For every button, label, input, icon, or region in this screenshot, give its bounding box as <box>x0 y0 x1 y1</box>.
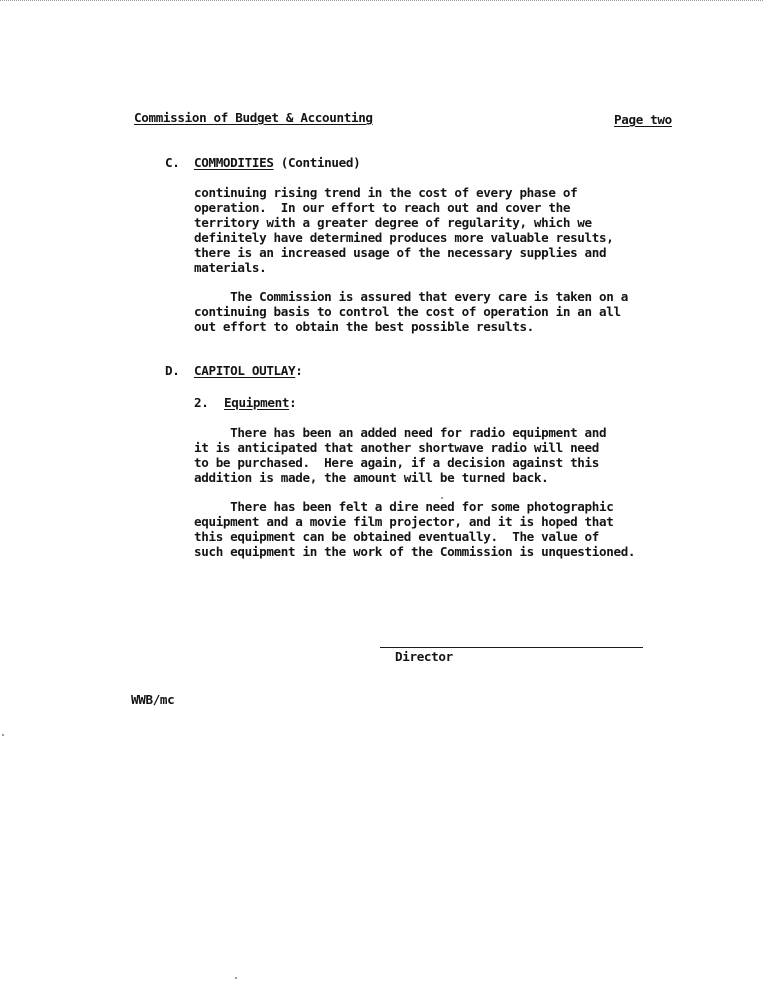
text-line: out effort to obtain the best possible results. <box>194 319 534 334</box>
scan-speck <box>441 497 443 499</box>
section-d-label: D. <box>165 363 180 378</box>
text-line: this equipment can be obtained eventually. The value of <box>194 529 599 544</box>
text-line: continuing basis to control the cost of operation in an all <box>194 304 621 319</box>
text-line: There has been an added need for radio equipment and <box>194 425 607 440</box>
section-c-heading <box>194 155 360 170</box>
equipment-heading <box>224 395 296 410</box>
signature-title: Director <box>395 649 453 664</box>
scan-speck <box>235 977 237 979</box>
text-line: continuing rising trend in the cost of every phase of <box>194 185 578 200</box>
equipment-title: Equipment <box>224 395 290 410</box>
section-c-title-suffix: (Continued) <box>273 155 361 170</box>
header-left: Commission of Budget & Accounting <box>134 110 373 125</box>
header-page-number: Page two <box>614 112 672 127</box>
equipment-paragraph-1 <box>194 425 606 485</box>
text-line: operation. In our effort to reach out and cover the <box>194 200 571 215</box>
section-d-title-suffix: : <box>295 363 303 378</box>
text-line: There has been felt a dire need for some photographic <box>194 499 614 514</box>
signature-line <box>380 647 643 648</box>
section-c-paragraph-2 <box>194 289 628 334</box>
section-c-paragraph-1 <box>194 185 613 275</box>
scan-speck <box>2 734 4 736</box>
text-line: definitely have determined produces more valuable results, <box>194 230 614 245</box>
text-line: addition is made, the amount will be turned back. <box>194 470 549 485</box>
text-line: materials. <box>194 260 267 275</box>
section-c-label: C. <box>165 155 180 170</box>
equipment-title-suffix: : <box>289 395 297 410</box>
text-line: territory with a greater degree of regularity, which we <box>194 215 592 230</box>
equipment-item-number: 2. <box>194 395 209 410</box>
text-line: such equipment in the work of the Commission is unquestioned. <box>194 544 636 559</box>
typist-initials: WWB/mc <box>131 692 175 707</box>
section-d-title: CAPITOL OUTLAY <box>194 363 296 378</box>
text-line: The Commission is assured that every care is taken on a <box>194 289 628 304</box>
section-d-heading <box>194 363 302 378</box>
text-line: there is an increased usage of the necessary supplies and <box>194 245 607 260</box>
page-top-edge <box>0 0 763 4</box>
text-line: to be purchased. Here again, if a decision against this <box>194 455 599 470</box>
section-c-title: COMMODITIES <box>194 155 274 170</box>
text-line: it is anticipated that another shortwave radio will need <box>194 440 599 455</box>
equipment-paragraph-2 <box>194 499 635 559</box>
text-line: equipment and a movie film projector, and it is hoped that <box>194 514 614 529</box>
